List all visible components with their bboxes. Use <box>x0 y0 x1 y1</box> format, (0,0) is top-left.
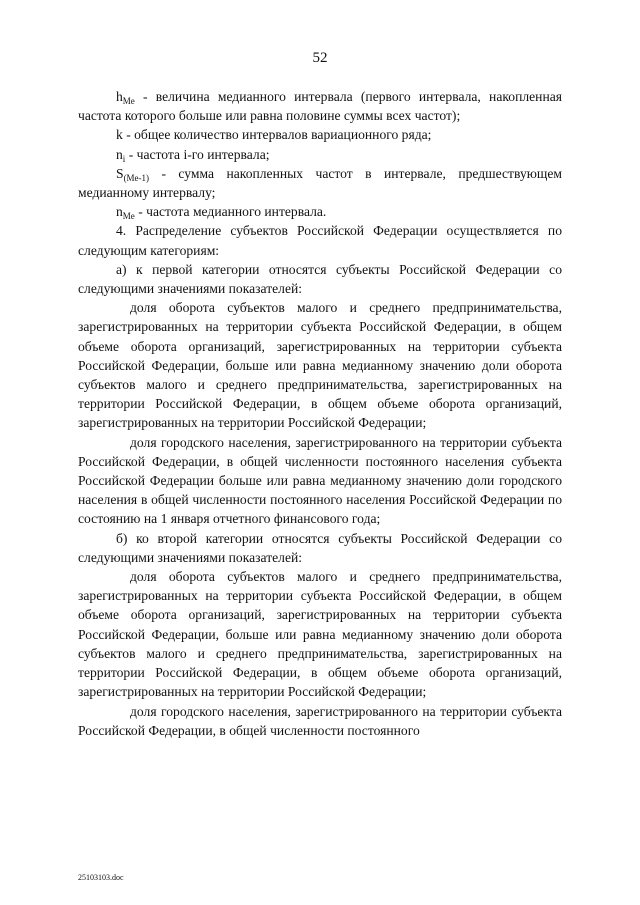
category-b-intro: б) ко второй категории относятся субъекты Российской Федерации со следующими значениями показателей: <box>78 530 562 565</box>
category-a-intro: а) к первой категории относятся субъекты Российской Федерации со следующими значениями показателей: <box>78 261 562 297</box>
definition-text: - общее количество интервалов вариационного ряда; <box>122 127 432 143</box>
definition-symbol: h <box>116 89 123 104</box>
document-body <box>78 87 562 740</box>
definition-symbol: k <box>116 127 123 143</box>
definition-n-i <box>78 145 562 164</box>
definition-subscript: (Me-1) <box>123 172 150 183</box>
definition-text: - частота медианного интервала. <box>134 204 327 220</box>
page-number: 52 <box>312 50 328 66</box>
definition-symbol: S <box>116 165 124 181</box>
definition-subscript: Me <box>122 211 135 222</box>
definition-text: - частота i-го интервала; <box>125 146 270 162</box>
category-b-turnover-share: доля оборота субъектов малого и среднего предпринимательства, зарегистрированных на территории субъекта Российской Федерации, в общем объеме оборота организаций, зарегистрированных на территории субъекта Российской Федерации, больше или равна медианному значению доли оборота субъектов малого и среднего предпринимательства, зарегистрированных на территории Российской Федерации, в общем объеме оборота организаций, зарегистрированных на территории Российской Федерации; <box>78 569 562 700</box>
definition-symbol: n <box>116 204 123 220</box>
definition-s-me-1 <box>78 164 562 202</box>
definition-subscript: Me <box>122 96 135 106</box>
definition-n-me <box>78 202 562 221</box>
definition-symbol: n <box>116 146 123 162</box>
category-b-urban-population: доля городского населения, зарегистрированного на территории субъекта Российской Федерации, в общей численности постоянного <box>78 703 562 738</box>
definition-subscript: i <box>122 153 126 164</box>
definition-text: - величина медианного интервала (первого интервала, накопленная частота которого больше или равна половине суммы всех частот); <box>78 89 562 124</box>
category-a-turnover-share: доля оборота субъектов малого и среднего предпринимательства, зарегистрированных на территории субъекта Российской Федерации, в общем объеме оборота организаций, зарегистрированных на территории субъекта Российской Федерации, больше или равна медианному значению доли оборота субъектов малого и среднего предпринимательства, зарегистрированных на территории Российской Федерации, в общем объеме оборота организаций, зарегистрированных на территории Российской Федерации; <box>78 300 562 431</box>
category-a-urban-population: доля городского населения, зарегистрированного на территории субъекта Российской Федерации, в общей численности постоянного населения субъекта Российской Федерации больше или равна медианному значению доли городского населения в общей численности постоянного населения Российской Федерации по состоянию на 1 января отчетного финансового года; <box>78 434 562 527</box>
document-filename: 25103103.doc <box>78 873 124 882</box>
item-4-paragraph: 4. Распределение субъектов Российской Федерации осуществляется по следующим категориям: <box>78 223 562 258</box>
definition-h-me <box>78 87 562 125</box>
definition-k <box>78 125 562 144</box>
definition-text: - сумма накопленных частот в интервале, предшествующем медианному интервалу; <box>78 165 562 201</box>
